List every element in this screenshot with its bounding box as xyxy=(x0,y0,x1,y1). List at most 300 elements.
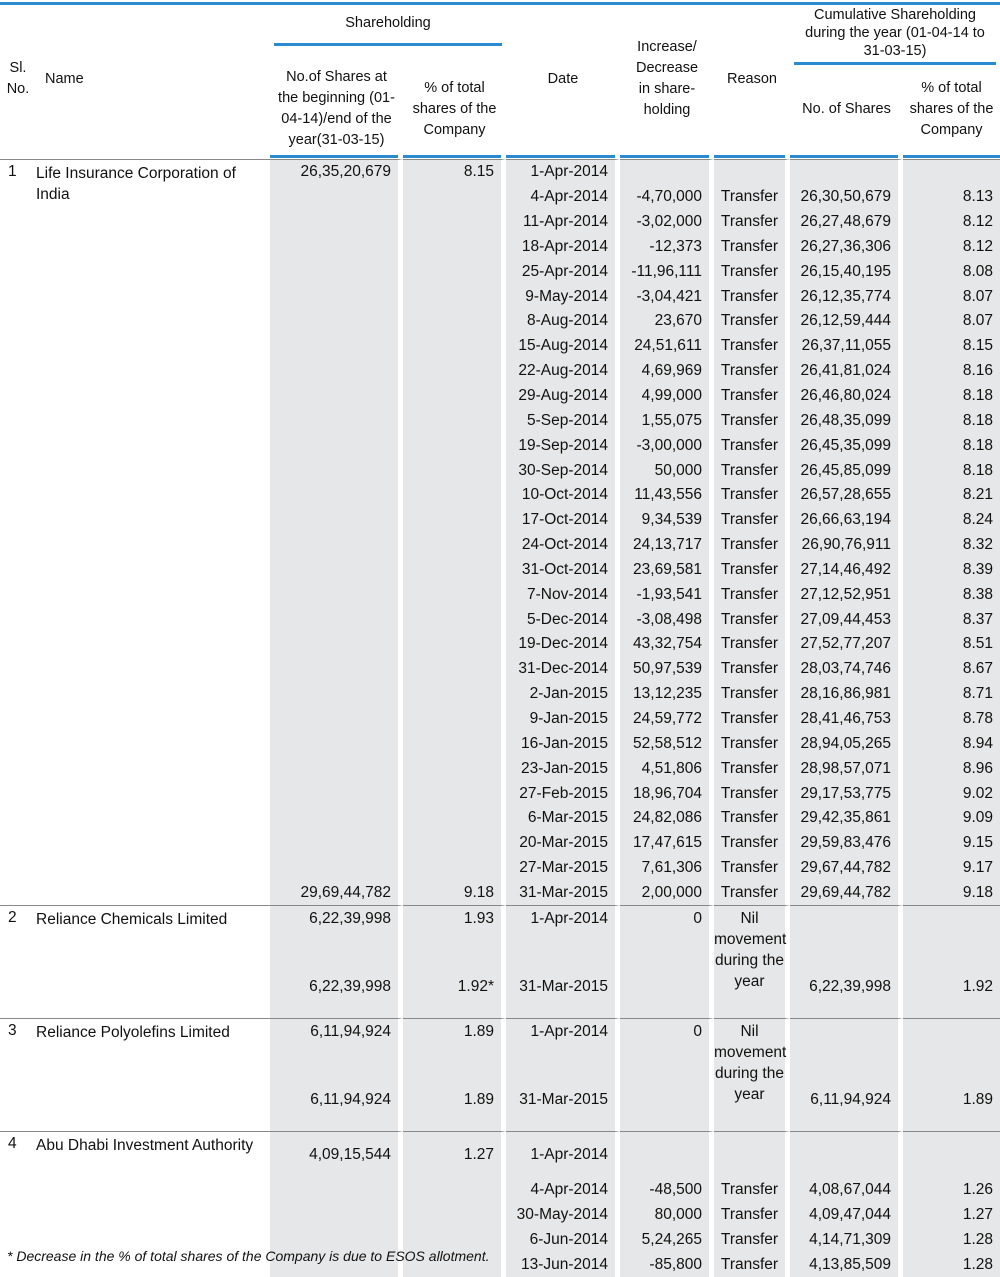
table-cell: 4,09,15,544 xyxy=(270,1131,403,1178)
table-cell: 8.32 xyxy=(903,533,1000,558)
table-cell: Transfer xyxy=(714,558,790,583)
table-cell: 9.15 xyxy=(903,831,1000,856)
table-cell: 29,42,35,861 xyxy=(790,806,903,831)
header-cum-no: No. of Shares xyxy=(802,100,891,117)
table-cell: 1-Apr-2014 xyxy=(506,1018,620,1044)
table-cell: Transfer xyxy=(714,682,790,707)
table-cell: 24,59,772 xyxy=(620,707,714,732)
table-cell xyxy=(403,806,506,831)
table-cell xyxy=(403,309,506,334)
table-cell: 26,35,20,679 xyxy=(270,159,403,185)
shareholder-name: Reliance Polyolefins Limited xyxy=(36,1018,270,1131)
table-cell xyxy=(270,1178,403,1203)
shareholding-table xyxy=(0,5,1000,1277)
table-cell: 8-Aug-2014 xyxy=(506,309,620,334)
table-cell xyxy=(270,284,403,309)
table-cell: 4,09,47,044 xyxy=(790,1203,903,1228)
table-cell: 27-Mar-2015 xyxy=(506,856,620,881)
table-cell xyxy=(403,210,506,235)
table-cell: 26,27,48,679 xyxy=(790,210,903,235)
table-cell: 9,34,539 xyxy=(620,508,714,533)
table-cell xyxy=(270,1044,403,1069)
table-cell: 52,58,512 xyxy=(620,731,714,756)
table-cell: 19-Dec-2014 xyxy=(506,632,620,657)
table-cell: 9-Jan-2015 xyxy=(506,707,620,732)
table-cell: 8.24 xyxy=(903,508,1000,533)
table-cell xyxy=(403,707,506,732)
table-cell: 1.26 xyxy=(903,1178,1000,1203)
table-cell: 28,03,74,746 xyxy=(790,657,903,682)
table-cell: 8.12 xyxy=(903,235,1000,260)
table-cell: 26,48,35,099 xyxy=(790,408,903,433)
table-cell: 13,12,235 xyxy=(620,682,714,707)
table-cell: 23,670 xyxy=(620,309,714,334)
table-cell: 19-Sep-2014 xyxy=(506,433,620,458)
table-cell: -3,08,498 xyxy=(620,607,714,632)
table-cell xyxy=(270,781,403,806)
table-cell: -1,93,541 xyxy=(620,582,714,607)
table-cell xyxy=(270,458,403,483)
table-cell xyxy=(506,931,620,956)
table-cell: Transfer xyxy=(714,1178,790,1203)
table-cell xyxy=(403,533,506,558)
table-cell: 4,08,67,044 xyxy=(790,1178,903,1203)
table-cell xyxy=(270,582,403,607)
table-cell: 43,32,754 xyxy=(620,632,714,657)
table-cell: 8.18 xyxy=(903,433,1000,458)
table-cell: 24,82,086 xyxy=(620,806,714,831)
table-cell: -3,04,421 xyxy=(620,284,714,309)
table-cell: -3,02,000 xyxy=(620,210,714,235)
table-cell xyxy=(270,831,403,856)
table-cell: 50,000 xyxy=(620,458,714,483)
table-cell: Transfer xyxy=(714,657,790,682)
header-date: Date xyxy=(547,70,579,87)
table-cell xyxy=(403,558,506,583)
table-cell: 28,98,57,071 xyxy=(790,756,903,781)
table-cell: Transfer xyxy=(714,185,790,210)
table-cell xyxy=(270,756,403,781)
table-cell: 8.39 xyxy=(903,558,1000,583)
table-cell: 26,45,35,099 xyxy=(790,433,903,458)
table-cell: 8.51 xyxy=(903,632,1000,657)
sl-no: 3 xyxy=(0,1018,36,1131)
table-cell: 17,47,615 xyxy=(620,831,714,856)
table-cell: 2,00,000 xyxy=(620,880,714,905)
table-cell: 5,24,265 xyxy=(620,1228,714,1253)
table-cell: 6,11,94,924 xyxy=(790,1069,903,1131)
table-cell xyxy=(270,533,403,558)
table-cell: Transfer xyxy=(714,707,790,732)
table-cell: 1.27 xyxy=(903,1203,1000,1228)
table-cell: 4,99,000 xyxy=(620,384,714,409)
table-cell: 9.18 xyxy=(403,880,506,905)
table-cell: 8.38 xyxy=(903,582,1000,607)
table-cell xyxy=(403,1044,506,1069)
table-cell xyxy=(403,657,506,682)
table-cell: 1.92* xyxy=(403,956,506,1018)
table-cell xyxy=(270,408,403,433)
table-cell: 0 xyxy=(620,905,714,931)
header-shareholding: Shareholding xyxy=(270,5,506,65)
shareholder-name: Reliance Chemicals Limited xyxy=(36,905,270,1018)
table-cell: 17-Oct-2014 xyxy=(506,508,620,533)
table-cell: 30-May-2014 xyxy=(506,1203,620,1228)
table-cell: 10-Oct-2014 xyxy=(506,483,620,508)
table-cell: 1.89 xyxy=(403,1018,506,1044)
table-cell: 26,41,81,024 xyxy=(790,359,903,384)
table-cell xyxy=(270,508,403,533)
table-cell: 1-Apr-2014 xyxy=(506,159,620,185)
table-cell: 8.15 xyxy=(903,334,1000,359)
table-cell: 23,69,581 xyxy=(620,558,714,583)
table-cell xyxy=(270,235,403,260)
table-cell xyxy=(270,1203,403,1228)
table-cell xyxy=(903,159,1000,185)
table-cell: 26,45,85,099 xyxy=(790,458,903,483)
table-row xyxy=(0,159,1000,185)
table-cell xyxy=(403,433,506,458)
table-cell: 25-Apr-2014 xyxy=(506,259,620,284)
sl-no: 4 xyxy=(0,1131,36,1277)
table-cell: Transfer xyxy=(714,408,790,433)
header-name: Name xyxy=(45,70,84,87)
table-cell: 29-Aug-2014 xyxy=(506,384,620,409)
table-cell: 27,14,46,492 xyxy=(790,558,903,583)
table-cell xyxy=(620,1044,714,1069)
table-cell: 26,46,80,024 xyxy=(790,384,903,409)
table-cell: Transfer xyxy=(714,1253,790,1277)
table-cell xyxy=(270,334,403,359)
table-cell: 6,22,39,998 xyxy=(790,956,903,1018)
table-cell: -48,500 xyxy=(620,1178,714,1203)
table-cell: Transfer xyxy=(714,607,790,632)
table-cell xyxy=(270,309,403,334)
table-cell: 8.78 xyxy=(903,707,1000,732)
table-cell: 4-Apr-2014 xyxy=(506,185,620,210)
table-cell: 8.15 xyxy=(403,159,506,185)
table-cell xyxy=(403,384,506,409)
table-cell: Transfer xyxy=(714,856,790,881)
table-cell: 8.07 xyxy=(903,309,1000,334)
table-cell: 18-Apr-2014 xyxy=(506,235,620,260)
table-cell: 27,09,44,453 xyxy=(790,607,903,632)
table-cell: 1.27 xyxy=(403,1131,506,1178)
table-cell: Transfer xyxy=(714,284,790,309)
table-cell xyxy=(403,931,506,956)
table-cell: 6,11,94,924 xyxy=(270,1069,403,1131)
table-cell: 1.89 xyxy=(403,1069,506,1131)
table-cell: 9.17 xyxy=(903,856,1000,881)
table-cell: -4,70,000 xyxy=(620,185,714,210)
table-cell xyxy=(403,781,506,806)
table-cell: -85,800 xyxy=(620,1253,714,1277)
table-cell: 16-Jan-2015 xyxy=(506,731,620,756)
table-cell: 27-Feb-2015 xyxy=(506,781,620,806)
table-cell xyxy=(270,359,403,384)
table-cell xyxy=(903,905,1000,931)
table-cell xyxy=(620,159,714,185)
table-cell: 31-Dec-2014 xyxy=(506,657,620,682)
table-cell xyxy=(403,731,506,756)
table-cell: 30-Sep-2014 xyxy=(506,458,620,483)
table-cell xyxy=(714,159,790,185)
table-cell xyxy=(270,657,403,682)
table-cell: 1.28 xyxy=(903,1228,1000,1253)
table-cell xyxy=(403,831,506,856)
table-cell: 31-Mar-2015 xyxy=(506,956,620,1018)
table-cell xyxy=(270,185,403,210)
table-cell xyxy=(270,433,403,458)
table-cell xyxy=(270,731,403,756)
table-cell xyxy=(270,682,403,707)
table-cell xyxy=(270,931,403,956)
table-cell: 8.21 xyxy=(903,483,1000,508)
table-cell xyxy=(506,1044,620,1069)
table-cell: 28,41,46,753 xyxy=(790,707,903,732)
table-cell: 26,37,11,055 xyxy=(790,334,903,359)
table-cell xyxy=(403,632,506,657)
table-cell: 8.12 xyxy=(903,210,1000,235)
reason-nil: Nil movement during the year xyxy=(714,905,790,1018)
table-cell: 13-Jun-2014 xyxy=(506,1253,620,1277)
table-cell: 4,14,71,309 xyxy=(790,1228,903,1253)
table-cell: Transfer xyxy=(714,632,790,657)
table-cell: 26,12,59,444 xyxy=(790,309,903,334)
table-cell: Transfer xyxy=(714,433,790,458)
table-cell: -11,96,111 xyxy=(620,259,714,284)
table-cell xyxy=(403,408,506,433)
table-cell: 1-Apr-2014 xyxy=(506,1131,620,1178)
table-cell xyxy=(903,931,1000,956)
table-cell: 29,67,44,782 xyxy=(790,856,903,881)
table-cell xyxy=(620,931,714,956)
table-cell: Transfer xyxy=(714,756,790,781)
table-cell xyxy=(403,259,506,284)
table-cell: 1.92 xyxy=(903,956,1000,1018)
table-cell: 4,51,806 xyxy=(620,756,714,781)
table-cell: 8.37 xyxy=(903,607,1000,632)
table-cell xyxy=(270,384,403,409)
table-cell xyxy=(270,806,403,831)
table-cell: Transfer xyxy=(714,1203,790,1228)
table-cell: 20-Mar-2015 xyxy=(506,831,620,856)
table-cell: 15-Aug-2014 xyxy=(506,334,620,359)
table-cell xyxy=(403,582,506,607)
table-cell xyxy=(714,1131,790,1178)
sl-no: 1 xyxy=(0,159,36,905)
header-pct: % of total shares of the Company xyxy=(412,79,497,138)
table-cell: 31-Mar-2015 xyxy=(506,880,620,905)
table-cell: 9-May-2014 xyxy=(506,284,620,309)
table-cell xyxy=(403,359,506,384)
header-no-shares: No.of Shares at the beginning (01-04-14)/end of the year(31-03-15) xyxy=(278,69,395,148)
table-cell xyxy=(790,1044,903,1069)
table-cell xyxy=(403,483,506,508)
table-cell xyxy=(403,682,506,707)
table-cell: Transfer xyxy=(714,880,790,905)
table-cell xyxy=(270,607,403,632)
table-cell: 1.28 xyxy=(903,1253,1000,1277)
table-cell: 1.93 xyxy=(403,905,506,931)
table-cell: 7-Nov-2014 xyxy=(506,582,620,607)
table-cell: 18,96,704 xyxy=(620,781,714,806)
table-cell xyxy=(403,458,506,483)
table-cell: -12,373 xyxy=(620,235,714,260)
table-cell: Transfer xyxy=(714,508,790,533)
shareholder-name: Abu Dhabi Investment Authority xyxy=(36,1131,270,1277)
table-cell: Transfer xyxy=(714,781,790,806)
table-row xyxy=(0,1131,1000,1178)
header-slno: Sl. No. xyxy=(6,60,30,97)
table-cell: 1-Apr-2014 xyxy=(506,905,620,931)
table-cell: Transfer xyxy=(714,359,790,384)
table-cell: 9.02 xyxy=(903,781,1000,806)
table-cell xyxy=(790,931,903,956)
table-cell: 8.07 xyxy=(903,284,1000,309)
table-cell xyxy=(270,210,403,235)
table-cell: 6,11,94,924 xyxy=(270,1018,403,1044)
table-cell: Transfer xyxy=(714,384,790,409)
table-cell: 4,13,85,509 xyxy=(790,1253,903,1277)
table-cell: 8.71 xyxy=(903,682,1000,707)
table-cell: 1.89 xyxy=(903,1069,1000,1131)
table-cell xyxy=(790,1131,903,1178)
table-cell xyxy=(403,1203,506,1228)
table-cell: 7,61,306 xyxy=(620,856,714,881)
table-cell xyxy=(903,1044,1000,1069)
table-cell: Transfer xyxy=(714,309,790,334)
table-cell xyxy=(790,159,903,185)
table-cell xyxy=(403,607,506,632)
table-cell xyxy=(403,235,506,260)
table-cell xyxy=(270,707,403,732)
table-cell: 26,57,28,655 xyxy=(790,483,903,508)
header-incdec: Increase/ Decrease in share-holding xyxy=(635,39,699,118)
table-cell: Transfer xyxy=(714,334,790,359)
table-cell: 1,55,075 xyxy=(620,408,714,433)
table-cell: Transfer xyxy=(714,210,790,235)
table-row xyxy=(0,905,1000,931)
reason-nil: Nil movement during the year xyxy=(714,1018,790,1131)
table-cell xyxy=(270,856,403,881)
table-cell: 5-Sep-2014 xyxy=(506,408,620,433)
table-cell: 4,69,969 xyxy=(620,359,714,384)
table-cell: 26,90,76,911 xyxy=(790,533,903,558)
table-cell: Transfer xyxy=(714,831,790,856)
table-cell: 5-Dec-2014 xyxy=(506,607,620,632)
table-cell: 27,12,52,951 xyxy=(790,582,903,607)
table-cell: 4-Apr-2014 xyxy=(506,1178,620,1203)
table-cell: 26,15,40,195 xyxy=(790,259,903,284)
table-cell: -3,00,000 xyxy=(620,433,714,458)
table-cell: Transfer xyxy=(714,731,790,756)
table-cell: 31-Mar-2015 xyxy=(506,1069,620,1131)
table-cell: 29,59,83,476 xyxy=(790,831,903,856)
table-cell xyxy=(403,1178,506,1203)
table-cell: 8.67 xyxy=(903,657,1000,682)
table-cell xyxy=(270,558,403,583)
table-cell: 24,51,611 xyxy=(620,334,714,359)
table-cell: 8.18 xyxy=(903,384,1000,409)
table-cell xyxy=(620,1131,714,1178)
table-cell: 27,52,77,207 xyxy=(790,632,903,657)
shareholder-name: Life Insurance Corporation of India xyxy=(36,159,270,905)
table-cell: 31-Oct-2014 xyxy=(506,558,620,583)
table-cell xyxy=(403,284,506,309)
table-cell: 2-Jan-2015 xyxy=(506,682,620,707)
table-cell: 29,17,53,775 xyxy=(790,781,903,806)
table-cell: 6-Jun-2014 xyxy=(506,1228,620,1253)
footnote: * Decrease in the % of total shares of the Company is due to ESOS allotment. xyxy=(7,1248,490,1264)
table-cell: 26,30,50,679 xyxy=(790,185,903,210)
table-cell: 11-Apr-2014 xyxy=(506,210,620,235)
header-reason: Reason xyxy=(727,70,777,87)
table-cell: 8.18 xyxy=(903,408,1000,433)
table-cell: 26,27,36,306 xyxy=(790,235,903,260)
table-cell xyxy=(620,956,714,1018)
table-cell xyxy=(270,632,403,657)
table-cell: Transfer xyxy=(714,483,790,508)
table-cell xyxy=(903,1018,1000,1044)
table-cell: 6,22,39,998 xyxy=(270,956,403,1018)
table-cell: 28,16,86,981 xyxy=(790,682,903,707)
table-row xyxy=(0,1018,1000,1044)
table-cell: 80,000 xyxy=(620,1203,714,1228)
table-cell xyxy=(403,508,506,533)
table-cell: 24-Oct-2014 xyxy=(506,533,620,558)
table-cell xyxy=(403,334,506,359)
table-cell: Transfer xyxy=(714,582,790,607)
table-cell: Transfer xyxy=(714,1228,790,1253)
sl-no: 2 xyxy=(0,905,36,1018)
table-cell: 8.18 xyxy=(903,458,1000,483)
table-cell: 9.09 xyxy=(903,806,1000,831)
table-cell xyxy=(403,185,506,210)
table-cell: 8.96 xyxy=(903,756,1000,781)
table-cell: Transfer xyxy=(714,235,790,260)
table-cell: 11,43,556 xyxy=(620,483,714,508)
table-cell: Transfer xyxy=(714,259,790,284)
table-cell: 6,22,39,998 xyxy=(270,905,403,931)
table-cell: 26,66,63,194 xyxy=(790,508,903,533)
table-cell: 24,13,717 xyxy=(620,533,714,558)
table-cell xyxy=(620,1069,714,1131)
table-cell: 29,69,44,782 xyxy=(790,880,903,905)
header-cum-pct: % of total shares of the Company xyxy=(909,79,994,138)
table-cell: Transfer xyxy=(714,806,790,831)
table-cell: 0 xyxy=(620,1018,714,1044)
table-cell xyxy=(270,259,403,284)
table-cell: 28,94,05,265 xyxy=(790,731,903,756)
header-cumulative: Cumulative Shareholding during the year (01-04-14 to 31-03-15) xyxy=(790,5,1000,65)
table-cell: 29,69,44,782 xyxy=(270,880,403,905)
table-cell: 26,12,35,774 xyxy=(790,284,903,309)
table-cell: 8.94 xyxy=(903,731,1000,756)
table-cell xyxy=(270,483,403,508)
table-cell: 50,97,539 xyxy=(620,657,714,682)
table-cell xyxy=(790,1018,903,1044)
table-cell xyxy=(403,756,506,781)
table-cell: Transfer xyxy=(714,458,790,483)
table-cell xyxy=(903,1131,1000,1178)
table-cell: 9.18 xyxy=(903,880,1000,905)
table-cell: 8.13 xyxy=(903,185,1000,210)
table-cell: 6-Mar-2015 xyxy=(506,806,620,831)
table-cell xyxy=(403,856,506,881)
table-cell xyxy=(790,905,903,931)
table-cell: 22-Aug-2014 xyxy=(506,359,620,384)
